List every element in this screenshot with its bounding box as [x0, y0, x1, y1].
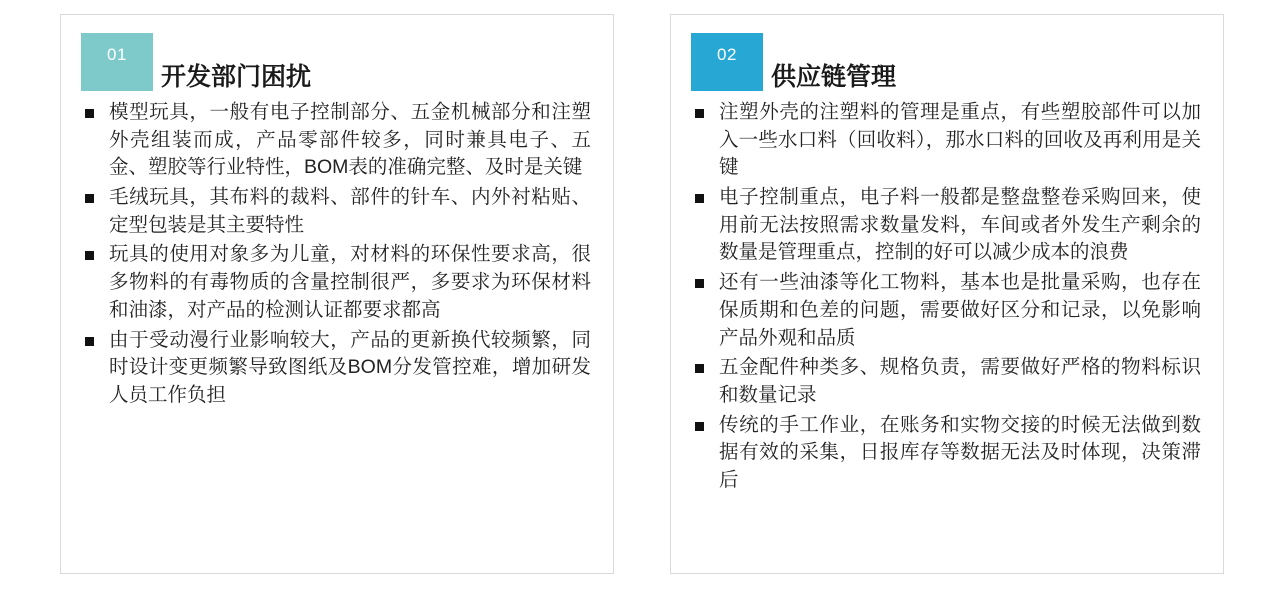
panel-title: 开发部门困扰 — [161, 63, 312, 91]
list-item: 注塑外壳的注塑料的管理是重点，有些塑胶部件可以加入一些水口料（回收料），那水口料的回收及再利用是关键 — [693, 99, 1201, 182]
bullet-list — [671, 93, 1223, 495]
list-item: 模型玩具，一般有电子控制部分、五金机械部分和注塑外壳组装而成，产品零部件较多，同时兼具电子、五金、塑胶等行业特性，BOM表的准确完整、及时是关键 — [83, 99, 591, 182]
panel-number-badge: 02 — [691, 33, 763, 91]
list-item: 玩具的使用对象多为儿童，对材料的环保性要求高，很多物料的有毒物质的含量控制很严，多要求为环保材料和油漆，对产品的检测认证都要求都高 — [83, 241, 591, 324]
panel-development — [60, 14, 614, 574]
list-item: 还有一些油漆等化工物料，基本也是批量采购，也存在保质期和色差的问题，需要做好区分和记录，以免影响产品外观和品质 — [693, 269, 1201, 352]
panel-header — [671, 15, 1223, 93]
panel-number-badge: 01 — [81, 33, 153, 91]
list-item: 电子控制重点，电子料一般都是整盘整卷采购回来，使用前无法按照需求数量发料，车间或者外发生产剩余的数量是管理重点，控制的好可以减少成本的浪费 — [693, 184, 1201, 267]
panel-supply-chain — [670, 14, 1224, 574]
list-item: 传统的手工作业，在账务和实物交接的时候无法做到数据有效的采集，日报库存等数据无法及时体现，决策滞后 — [693, 412, 1201, 495]
list-item: 毛绒玩具，其布料的裁料、部件的针车、内外衬粘贴、定型包装是其主要特性 — [83, 184, 591, 239]
list-item: 五金配件种类多、规格负责，需要做好严格的物料标识和数量记录 — [693, 354, 1201, 409]
list-item: 由于受动漫行业影响较大，产品的更新换代较频繁，同时设计变更频繁导致图纸及BOM分发管控难，增加研发人员工作负担 — [83, 327, 591, 410]
panel-title: 供应链管理 — [771, 63, 897, 91]
panel-header — [61, 15, 613, 93]
bullet-list — [61, 93, 613, 410]
